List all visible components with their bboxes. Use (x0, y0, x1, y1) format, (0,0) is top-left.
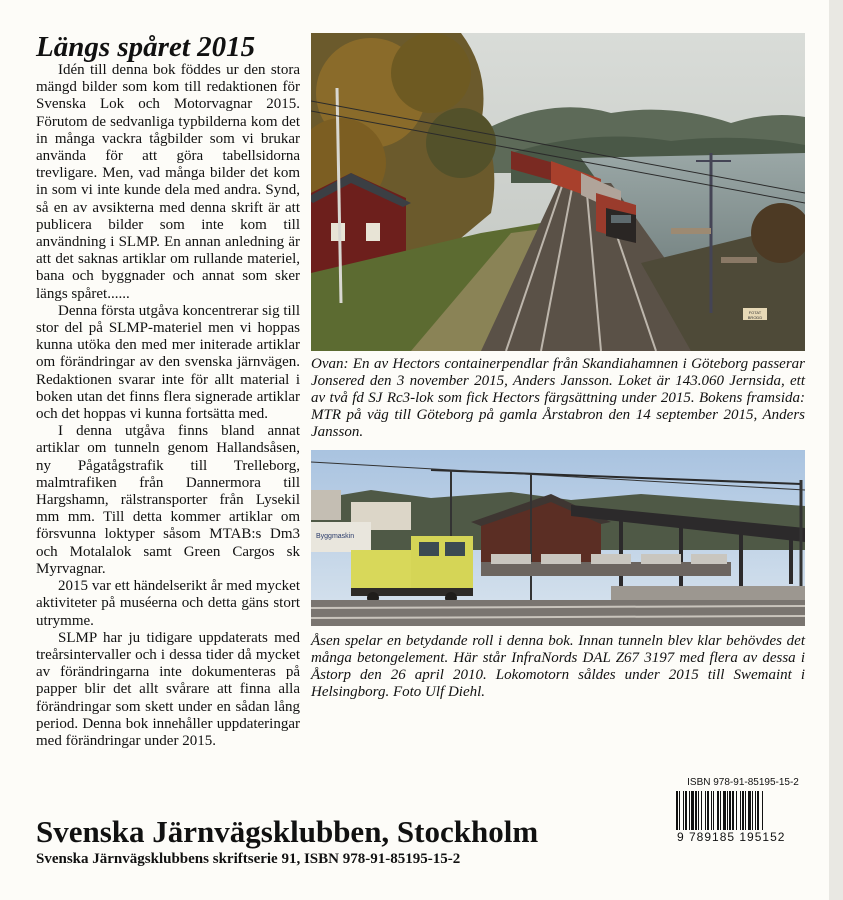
barcode-bar (736, 791, 737, 835)
billboard-text: Byggmaskin (316, 533, 355, 540)
barcode-bar (711, 791, 712, 835)
barcode-bar (727, 791, 728, 835)
barcode-bar (717, 791, 719, 835)
paragraph: I denna utgåva finns bland annat artiklar om tunneln genom Hallandsåsen, ny Pågatågstrafik till Trelleborg, malmtrafiken från Dannermora till Hargshamn, rälstransporter från Lysekil mm mm. Till detta kommer artiklar om försvunna loktyper såsom MTAB:s Dm3 och Motalalok samt Green Cargos sk Myrvagnar. (36, 423, 300, 577)
barcode-bar (757, 791, 759, 835)
photo-yellow-loco (311, 450, 805, 626)
paragraph: SLMP har ju tidigare uppdaterats med treårsintervaller och i dessa tider då mycket av förändringarna inte dokumenteras på papper blir det allt svårare att finna alla förändringar som skett under en sådan lång period. Denna bok innehåller uppdateringar med förändringar under 2015. (36, 629, 300, 749)
barcode-bar (695, 791, 697, 835)
barcode-bar (720, 791, 721, 835)
sign-text (748, 310, 763, 320)
barcode-bar (685, 791, 687, 835)
barcode-bar (691, 791, 694, 835)
barcode-bar (729, 791, 731, 835)
paragraph: Denna första utgåva koncentrerar sig till stor del på SLMP-materiel men vi hoppas kunna utöka den med mer initerade artiklar om förändringar av den svenska järnvägen. Redaktionen svarar inte för allt material i boken utan det finns flera signerade artiklar och det hoppas vi kunna fortsätta med. (36, 302, 300, 423)
barcode-bar (740, 791, 741, 835)
paragraph: Idén till denna bok föddes ur den stora mängd bilder som kom till redaktionen för Svenska Lok och Motorvagnar 2015. Förutom de sedvanliga typbilderna kom det in många vackra tågbilder som vi brukar använda för att göra tabellsidorna trevligare. Men, vad många bilder det kom in som vi inte kunde dela med andra. Synd, så en av avsikterna med denna skrift är att publicera bilder som inte kom till användning i SLMP. En annan anledning är att det saknas artiklar om rullande materiel, bana och byggnader och annat som sker längs spåret...... (36, 62, 300, 302)
barcode-bar (689, 791, 690, 835)
barcode-bar (742, 791, 744, 835)
barcode-bar (748, 791, 751, 835)
intro-text (36, 62, 300, 750)
barcode-bar (755, 791, 756, 835)
barcode-bar (698, 791, 699, 835)
sign-line: FOTAT (748, 310, 762, 315)
barcode-bar (745, 791, 746, 835)
barcode-bar (723, 791, 726, 835)
barcode-bar (732, 791, 734, 835)
barcode-bar (705, 791, 706, 835)
page-title: Längs spåret 2015 (36, 31, 256, 63)
sign-line: BRODD (747, 315, 763, 320)
barcode-bar (713, 791, 714, 835)
barcode-bar (676, 791, 678, 835)
barcode-bar (762, 791, 763, 835)
barcode-bar (683, 791, 684, 835)
page-edge (829, 0, 843, 900)
barcode-bar (752, 791, 753, 835)
photo-container-train (311, 33, 805, 351)
series-info: Svenska Järnvägsklubbens skriftserie 91, ISBN 978-91-85195-15-2 (36, 851, 461, 867)
photo-caption: Åsen spelar en betydande roll i denna bok. Innan tunneln blev klar behövdes det många betongelement. Här står InfraNords DAL Z67 3197 med flera av dessa i Åstorp den 26 april 2010. Lokomotorn såldes under 2015 till Swemaint i Helsingborg. Foto Ulf Diehl. (311, 633, 805, 700)
isbn-label: ISBN 978-91-85195-15-2 (687, 777, 799, 788)
paragraph: 2015 var ett händelserikt år med mycket aktiviteter på muséerna och detta gäns stort utrymme. (36, 578, 300, 629)
barcode-number: 9 789185 195152 (674, 830, 809, 844)
photo-caption: Ovan: En av Hectors containerpendlar från Skandiahamnen i Göteborg passerar Jonsered den 3 november 2015, Anders Jansson. Loket är 143.060 Jernsida, ett av två fd SJ Rc3-lok som fick Hectors färgsättning under 2015. Bokens framsida: MTR på väg till Göteborg på gamla Årstabron den 14 september 2015, Anders Jansson. (311, 356, 805, 440)
publisher-name: Svenska Järnvägsklubben, Stockholm (36, 814, 539, 849)
barcode-bar (707, 791, 709, 835)
barcode-bar (679, 791, 680, 835)
barcode-bar (701, 791, 702, 835)
